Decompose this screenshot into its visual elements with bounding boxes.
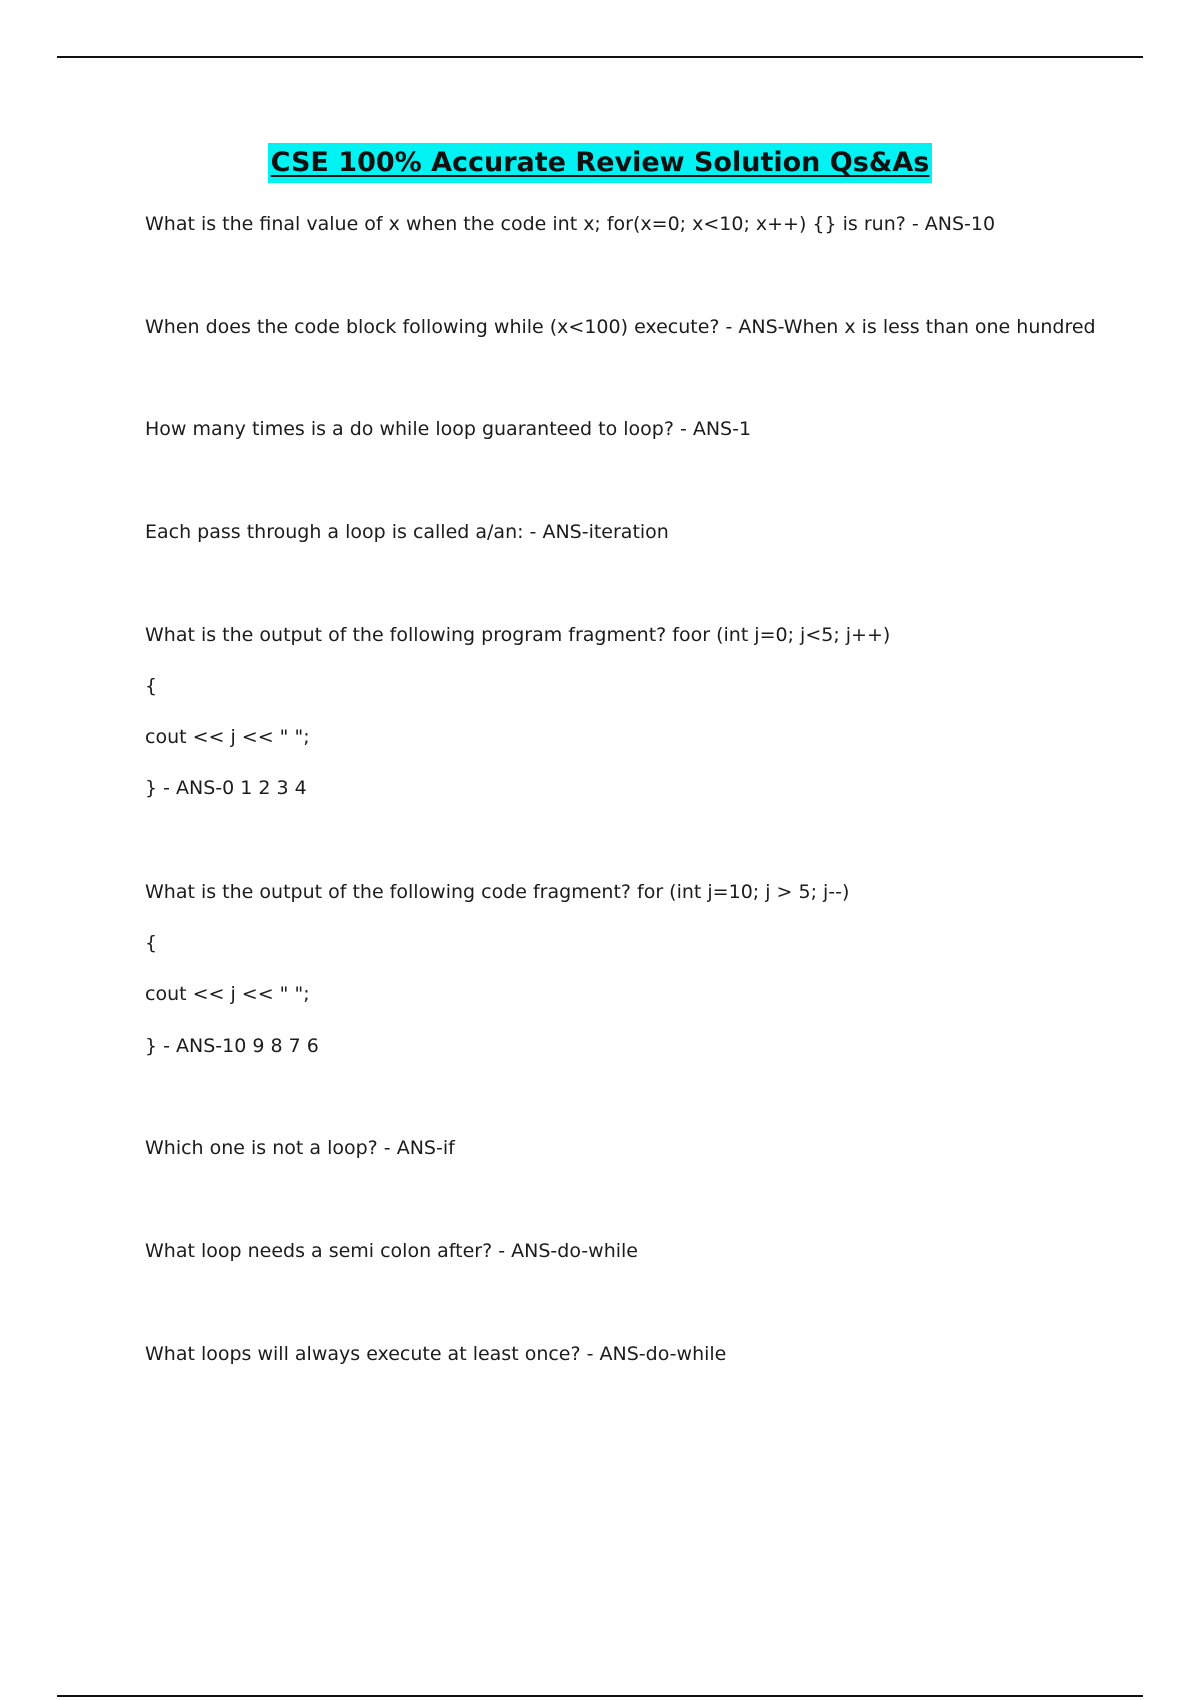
question-6: What is the output of the following code fragment? for (int j=10; j > 5; j--): [145, 881, 850, 903]
question-3: How many times is a do while loop guaranteed to loop? - ANS-1: [145, 418, 752, 440]
header-rule: [57, 56, 1143, 58]
footer-rule: [57, 1695, 1143, 1697]
question-8: What loop needs a semi colon after? - ANS-do-while: [145, 1240, 638, 1262]
code-line-open-brace: {: [145, 932, 158, 954]
question-4: Each pass through a loop is called a/an: - ANS-iteration: [145, 521, 669, 543]
question-7: Which one is not a loop? - ANS-if: [145, 1137, 455, 1159]
document-title: CSE 100% Accurate Review Solution Qs&As: [268, 143, 933, 183]
answer-6: } - ANS-10 9 8 7 6: [145, 1035, 319, 1057]
title-container: [0, 143, 1200, 183]
question-5: What is the output of the following program fragment? foor (int j=0; j<5; j++): [145, 624, 891, 646]
code-line-cout: cout << j << " ";: [145, 983, 310, 1005]
code-line-cout: cout << j << " ";: [145, 726, 310, 748]
question-9: What loops will always execute at least once? - ANS-do-while: [145, 1343, 727, 1365]
question-2: When does the code block following while (x<100) execute? - ANS-When x is less than one hundred: [145, 316, 1096, 338]
code-line-open-brace: {: [145, 675, 158, 697]
question-1: What is the final value of x when the code int x; for(x=0; x<10; x++) {} is run? - ANS-10: [145, 213, 996, 235]
answer-5: } - ANS-0 1 2 3 4: [145, 777, 307, 799]
